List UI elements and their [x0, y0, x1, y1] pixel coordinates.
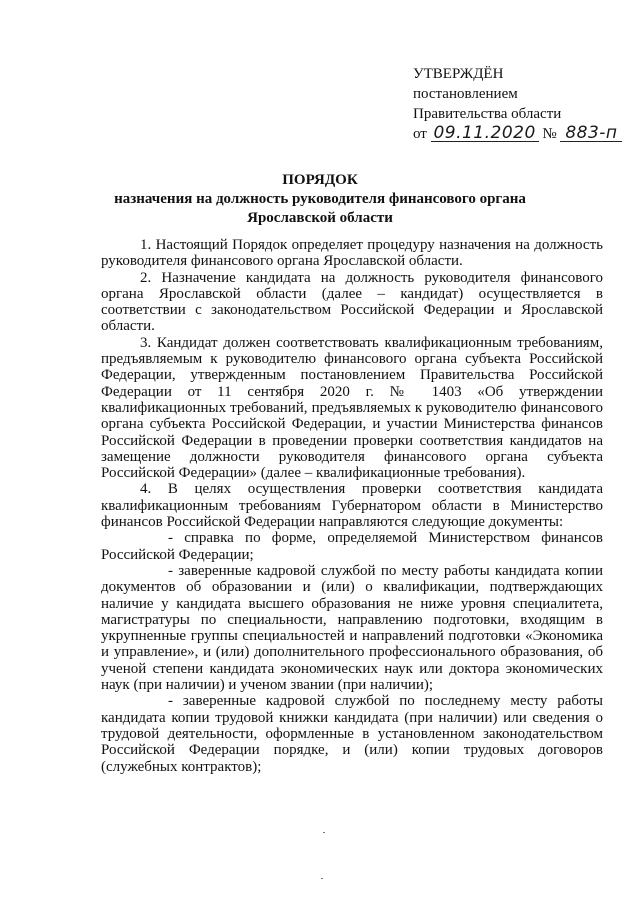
- approval-date: 09.11.2020: [431, 125, 539, 142]
- number-prefix: №: [542, 126, 557, 142]
- bullet-1: - справка по форме, определяемой Министерством финансов Российской Федерации;: [101, 530, 603, 563]
- date-prefix: от: [413, 126, 427, 142]
- paragraph-1: 1. Настоящий Порядок определяет процедуру назначения на должность руководителя финансового органа Ярославской области.: [101, 237, 603, 270]
- document-body: [101, 237, 603, 775]
- approval-line-1: постановлением: [413, 86, 518, 102]
- approval-stamp: [413, 64, 618, 144]
- scan-speck: [321, 878, 323, 879]
- scan-speck: [323, 832, 325, 833]
- title-main: ПОРЯДОК: [282, 172, 358, 188]
- bullet-3: - заверенные кадровой службой по последнему месту работы кандидата копии трудовой книжки кандидата (при наличии) или сведения о трудовой деятельности, оформленные в установленном законодательством Российской Федерации порядке, и (или) копии трудовых договоров (служебных контрактов);: [101, 693, 603, 775]
- title-line-1: назначения на должность руководителя финансового органа: [114, 191, 526, 207]
- paragraph-2: 2. Назначение кандидата на должность руководителя финансового органа Ярославской области (далее – кандидат) осуществляется в соответствии с законодательством Российской Федерации и Ярославской области.: [101, 269, 603, 335]
- document-title: [0, 171, 640, 228]
- paragraph-3: 3. Кандидат должен соответствовать квалификационным требованиям, предъявляемым к руководителю финансового органа субъекта Российской Федерации, утвержденным постановлением Правительства Российской Федерации от 11 сентября 2020 г. № 1403 «Об утверждении квалификационных требований, предъявляемых к руководителю финансового органа субъекта Российской Федерации, и участии Министерства финансов Российской Федерации в проведении проверки соответствия кандидатов на замещение должности руководителя финансового органа субъекта Российской Федерации» (далее – квалификационные требования).: [101, 334, 603, 482]
- approval-status: УТВЕРЖДЁН: [413, 66, 504, 82]
- approval-number: 883-п: [560, 125, 622, 142]
- approval-date-line: [413, 123, 618, 144]
- paragraph-4: 4. В целях осуществления проверки соответствия кандидата квалификационным требованиям Губернатором области в Министерство финансов Российской Федерации направляются следующие документы:: [101, 481, 603, 531]
- bullet-2: - заверенные кадровой службой по месту работы кандидата копии документов об образовании и (или) о квалификации, подтверждающих наличие у кандидата высшего образования не ниже уровня специалитета, магистратуры по специальности, направлению подготовки, входящим в укрупненные группы специальностей и направлений подготовки «Экономика и управление», и (или) дополнительного профессионального образования, об ученой степени кандидата экономических наук или доктора экономических наук (при наличии) и ученом звании (при наличии);: [101, 562, 603, 694]
- title-line-2: Ярославской области: [247, 210, 393, 226]
- approval-line-2: Правительства области: [413, 106, 562, 122]
